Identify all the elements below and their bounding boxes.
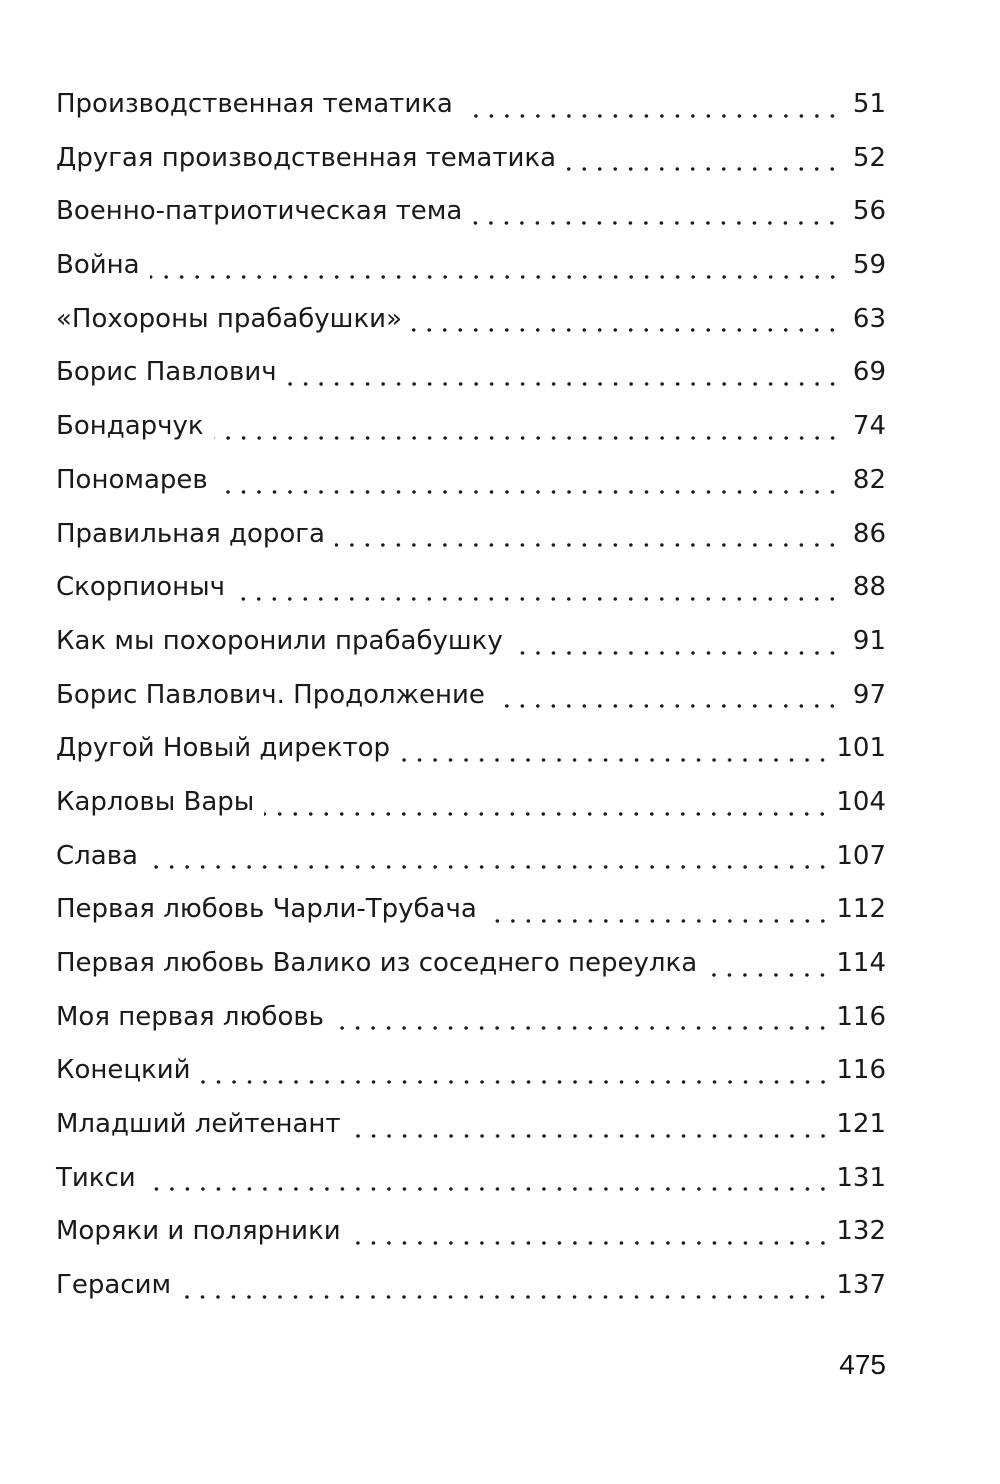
toc-entry-title: Карловы Вары bbox=[56, 786, 255, 817]
toc-entry-page: 56 bbox=[852, 196, 886, 227]
toc-entry-title: Моряки и полярники bbox=[56, 1216, 341, 1247]
toc-entry-page: 132 bbox=[836, 1216, 886, 1247]
toc-entry bbox=[56, 776, 886, 830]
dot-leader bbox=[218, 454, 840, 508]
dot-leader bbox=[463, 78, 840, 132]
toc-entry-title: «Похороны прабабушки» bbox=[56, 303, 402, 334]
toc-entry-title: Военно-патриотическая тема bbox=[56, 196, 463, 227]
toc-entry-title: Правильная дорога bbox=[56, 518, 325, 549]
toc-entry-title: Слава bbox=[56, 840, 138, 871]
toc-entry bbox=[56, 346, 886, 400]
dot-leader bbox=[287, 346, 840, 400]
toc-entry bbox=[56, 830, 886, 884]
table-of-contents bbox=[56, 78, 886, 1313]
dot-leader bbox=[351, 1205, 831, 1259]
toc-entry bbox=[56, 1205, 886, 1259]
toc-entry-title: Как мы похоронили прабабушку bbox=[56, 625, 503, 656]
dot-leader bbox=[335, 508, 840, 562]
dot-leader bbox=[495, 669, 840, 723]
toc-entry bbox=[56, 132, 886, 186]
dot-leader bbox=[566, 132, 840, 186]
toc-entry bbox=[56, 669, 886, 723]
toc-entry-title: Пономарев bbox=[56, 464, 208, 495]
toc-entry bbox=[56, 991, 886, 1045]
toc-entry-page: 59 bbox=[852, 250, 886, 281]
toc-entry bbox=[56, 400, 886, 454]
dot-leader bbox=[214, 400, 840, 454]
toc-entry bbox=[56, 937, 886, 991]
toc-entry-title: Тикси bbox=[56, 1162, 136, 1193]
dot-leader bbox=[513, 615, 840, 669]
toc-entry-page: 107 bbox=[836, 840, 886, 871]
toc-entry-title: Скорпионыч bbox=[56, 572, 225, 603]
toc-entry bbox=[56, 561, 886, 615]
toc-entry-page: 63 bbox=[852, 303, 886, 334]
toc-entry-title: Борис Павлович. Продолжение bbox=[56, 679, 485, 710]
dot-leader bbox=[150, 239, 840, 293]
toc-entry-page: 116 bbox=[836, 1001, 886, 1032]
toc-entry-page: 86 bbox=[852, 518, 886, 549]
toc-entry bbox=[56, 722, 886, 776]
dot-leader bbox=[707, 937, 830, 991]
toc-entry bbox=[56, 185, 886, 239]
toc-entry-title: Другая производственная тематика bbox=[56, 142, 557, 173]
dot-leader bbox=[400, 722, 830, 776]
dot-leader bbox=[264, 776, 830, 830]
toc-entry-title: Младший лейтенант bbox=[56, 1109, 341, 1140]
toc-entry bbox=[56, 1152, 886, 1206]
toc-entry bbox=[56, 454, 886, 508]
toc-entry-title: Конецкий bbox=[56, 1055, 191, 1086]
dot-leader bbox=[472, 185, 840, 239]
toc-entry-page: 97 bbox=[852, 679, 886, 710]
toc-entry-page: 82 bbox=[852, 464, 886, 495]
toc-entry-title: Война bbox=[56, 250, 140, 281]
toc-entry-title: Борис Павлович bbox=[56, 357, 277, 388]
dot-leader bbox=[201, 1044, 831, 1098]
toc-entry bbox=[56, 78, 886, 132]
toc-entry bbox=[56, 615, 886, 669]
toc-entry-page: 112 bbox=[836, 894, 886, 925]
toc-entry-page: 101 bbox=[836, 733, 886, 764]
toc-entry-page: 74 bbox=[852, 411, 886, 442]
toc-entry-page: 121 bbox=[836, 1109, 886, 1140]
dot-leader bbox=[148, 830, 830, 884]
toc-entry-page: 104 bbox=[836, 786, 886, 817]
toc-entry-title: Первая любовь Чарли-Трубача bbox=[56, 894, 477, 925]
toc-entry-title: Производственная тематика bbox=[56, 89, 453, 119]
dot-leader bbox=[412, 293, 840, 347]
page-number: 475 bbox=[839, 1349, 886, 1380]
dot-leader bbox=[334, 991, 830, 1045]
toc-entry-title: Первая любовь Валико из соседнего переулка bbox=[56, 948, 698, 978]
toc-entry-title: Другой Новый директор bbox=[56, 733, 391, 764]
toc-entry bbox=[56, 1044, 886, 1098]
toc-entry bbox=[56, 883, 886, 937]
toc-entry-page: 114 bbox=[836, 948, 886, 978]
toc-entry-page: 88 bbox=[852, 572, 886, 603]
dot-leader bbox=[146, 1152, 831, 1206]
toc-entry-page: 69 bbox=[852, 357, 886, 388]
toc-entry-page: 91 bbox=[852, 625, 886, 656]
toc-entry-title: Герасим bbox=[56, 1270, 172, 1301]
toc-entry-page: 131 bbox=[836, 1162, 886, 1193]
dot-leader bbox=[181, 1259, 830, 1313]
dot-leader bbox=[487, 883, 831, 937]
toc-entry bbox=[56, 293, 886, 347]
toc-entry-page: 51 bbox=[852, 89, 886, 119]
toc-entry-title: Бондарчук bbox=[56, 411, 204, 442]
dot-leader bbox=[351, 1098, 831, 1152]
toc-entry-page: 137 bbox=[836, 1270, 886, 1301]
toc-entry bbox=[56, 508, 886, 562]
toc-entry-title: Моя первая любовь bbox=[56, 1001, 324, 1032]
toc-entry-page: 116 bbox=[836, 1055, 886, 1086]
toc-entry bbox=[56, 239, 886, 293]
toc-entry bbox=[56, 1098, 886, 1152]
toc-entry bbox=[56, 1259, 886, 1313]
toc-entry-page: 52 bbox=[852, 142, 886, 173]
dot-leader bbox=[235, 561, 840, 615]
